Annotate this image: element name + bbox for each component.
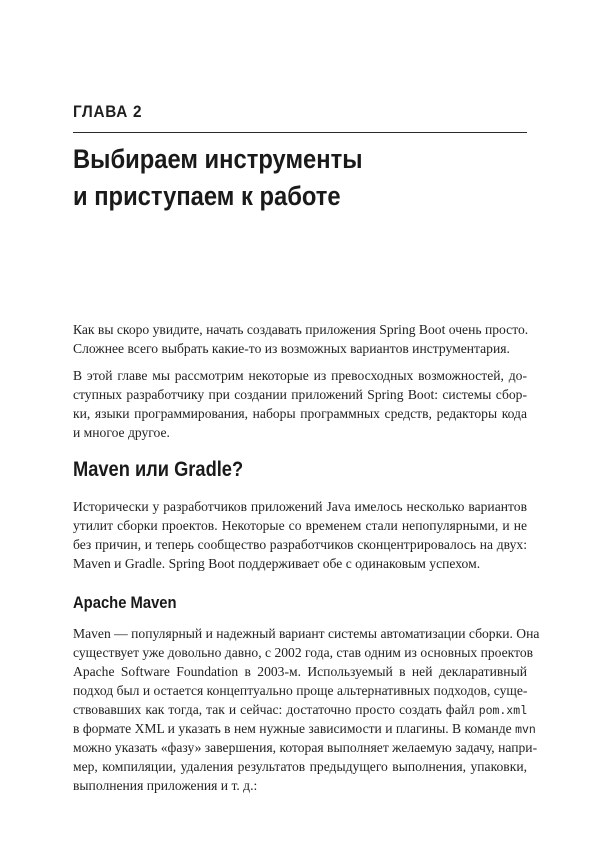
- text-line: выполнения приложения и т. д.:: [73, 778, 258, 793]
- text-line: Исторически у разработчиков приложений Java имелось несколько вариантов: [73, 499, 527, 514]
- text-fragment: в формате XML и указать в нем нужные зависимости и плагины. В команде: [73, 721, 516, 736]
- section-heading-maven-gradle: Maven или Gradle?: [73, 458, 244, 481]
- text-line: Maven и Gradle. Spring Boot поддерживает обе с одинаковым успехом.: [73, 556, 481, 571]
- apache-maven-paragraph: [73, 624, 540, 795]
- text-line: Maven — популярный и надежный вариант системы автоматизации сборки. Она: [73, 626, 540, 641]
- text-fragment: ствовавших как тогда, так и сейчас: достаточно просто создать файл: [73, 702, 479, 717]
- chapter-title-line: Выбираем инструменты: [73, 144, 363, 174]
- text-line: существует уже довольно давно, с 2002 года, став одним из основных проектов: [73, 645, 534, 660]
- text-line: Сложнее всего выбрать какие-то из возможных вариантов инструментария.: [73, 341, 510, 356]
- subsection-heading-apache-maven: Apache Maven: [73, 593, 177, 612]
- text-line: Как вы скоро увидите, начать создавать приложения Spring Boot очень просто.: [73, 322, 529, 337]
- chapter-title-line: и приступаем к работе: [73, 181, 341, 211]
- intro-paragraph-1: [73, 320, 527, 358]
- text-line: В этой главе мы рассмотрим некоторые из превосходных возможностей, до-: [73, 368, 527, 383]
- text-line: без причин, и теперь сообщество разработчиков сконцентрировалось на двух:: [73, 537, 527, 552]
- text-line: ступных разработчику при создании приложений Spring Boot: системы сбор-: [73, 387, 527, 402]
- text-line: Apache Software Foundation в 2003-м. Используемый в ней декларативный: [73, 664, 527, 679]
- inline-code-pom: pom.xml: [478, 705, 527, 718]
- text-line: мер, компиляции, удаления результатов предыдущего выполнения, упаковки,: [73, 759, 527, 774]
- inline-code-mvn: mvn: [515, 724, 536, 737]
- text-line-with-code: [73, 719, 536, 738]
- maven-gradle-paragraph: [73, 497, 527, 573]
- text-line: утилит сборки проектов. Некоторые со временем стали непопулярными, и не: [73, 518, 527, 533]
- text-line: и многое другое.: [73, 425, 170, 440]
- book-page: [73, 0, 540, 848]
- text-line-with-code: [73, 700, 527, 719]
- chapter-divider: [73, 132, 527, 133]
- chapter-title: [73, 141, 473, 215]
- chapter-label: ГЛАВА 2: [73, 102, 143, 121]
- text-line: можно указать «фазу» завершения, которая выполняет желаемую задачу, напри-: [73, 740, 538, 755]
- text-line: ки, языки программирования, наборы программных средств, редакторы кода: [73, 406, 527, 421]
- text-line: подход был и остается концептуально проще альтернативных подходов, суще-: [73, 683, 528, 698]
- intro-paragraph-2: [73, 366, 527, 442]
